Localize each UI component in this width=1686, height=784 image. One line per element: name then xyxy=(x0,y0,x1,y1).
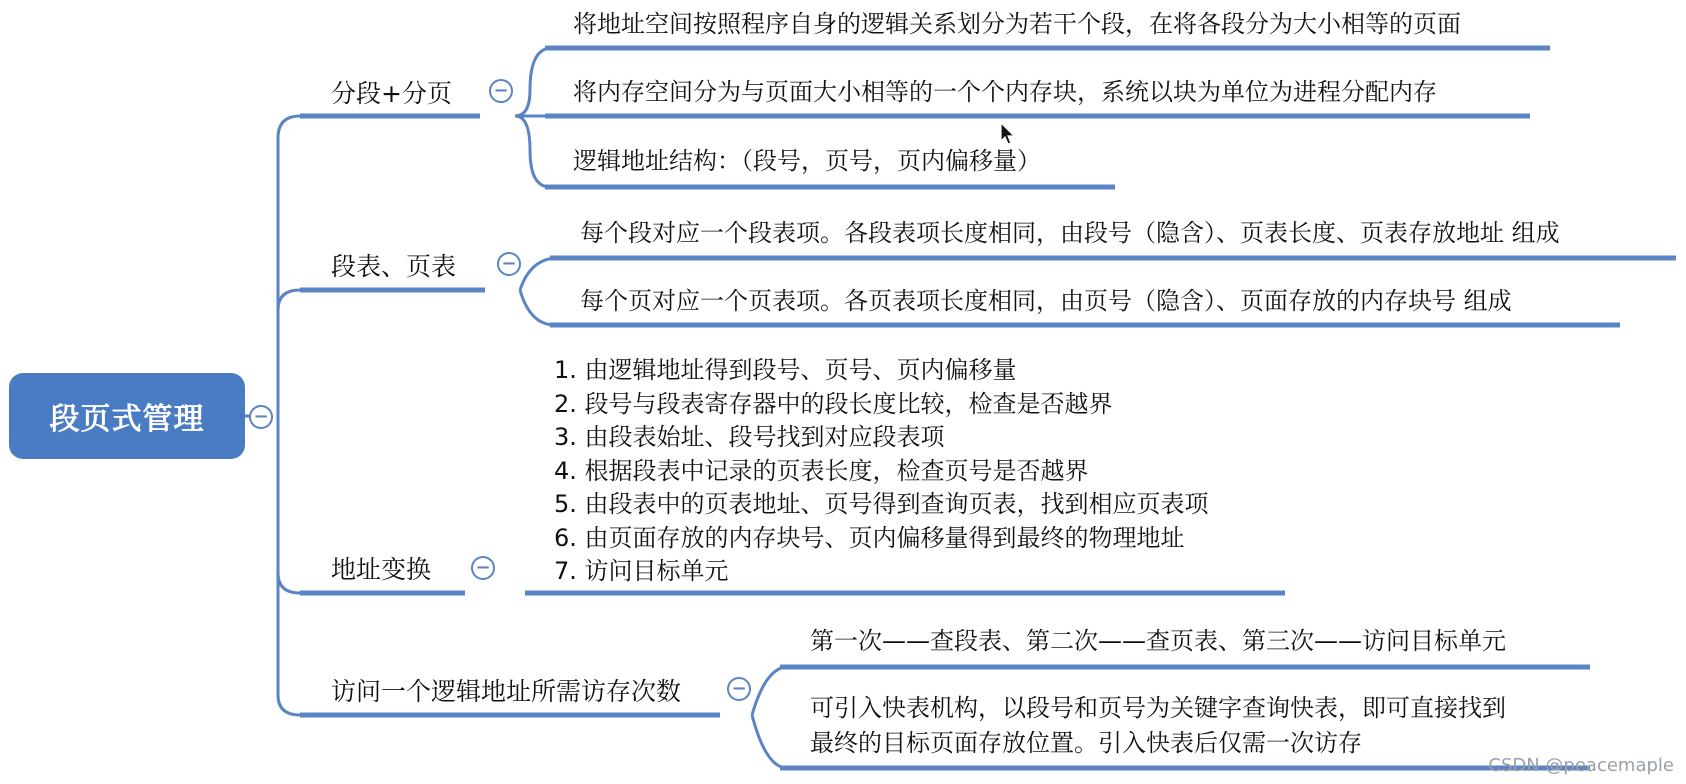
leaf-2-2: 每个页对应一个页表项。各页表项长度相同，由页号（隐含）、页面存放的内存块号 组成 xyxy=(580,287,1512,315)
branch-segment-page-table[interactable]: 段表、页表 xyxy=(331,252,457,281)
branch-4-collapse-icon[interactable]: − xyxy=(727,677,751,701)
branch-3-collapse-icon[interactable]: − xyxy=(471,556,495,580)
branch-segment-paging[interactable]: 分段+分页 xyxy=(331,79,452,108)
branch-2-collapse-icon[interactable]: − xyxy=(497,252,521,276)
step-3: 3. 由段表始址、段号找到对应段表项 xyxy=(554,423,945,451)
step-1: 1. 由逻辑地址得到段号、页号、页内偏移量 xyxy=(554,356,1017,384)
root-collapse-icon[interactable]: − xyxy=(249,405,273,429)
leaf-4-2-line-1: 可引入快表机构，以段号和页号为关键字查询快表，即可直接找到 xyxy=(810,694,1506,722)
leaf-4-2-line-2: 最终的目标页面存放位置。引入快表后仅需一次访存 xyxy=(810,729,1362,757)
step-4: 4. 根据段表中记录的页表长度，检查页号是否越界 xyxy=(554,456,1089,485)
leaf-2-1: 每个段对应一个段表项。各段表项长度相同，由段号（隐含）、页表长度、页表存放地址 组成 xyxy=(580,219,1560,247)
step-2: 2. 段号与段表寄存器中的段长度比较，检查是否越界 xyxy=(554,389,1113,418)
step-5: 5. 由段表中的页表地址、页号得到查询页表，找到相应页表项 xyxy=(554,490,1209,518)
leaf-1-2: 将内存空间分为与页面大小相等的一个个内存块，系统以块为单位为进程分配内存 xyxy=(573,78,1437,106)
leaf-1-1: 将地址空间按照程序自身的逻辑关系划分为若干个段，在将各段分为大小相等的页面 xyxy=(573,10,1461,38)
mouse-cursor-icon xyxy=(1000,122,1016,146)
address-translation-steps xyxy=(554,354,1209,589)
leaf-4-1: 第一次——查段表、第二次——查页表、第三次——访问目标单元 xyxy=(810,627,1506,655)
branch-1-collapse-icon[interactable]: − xyxy=(489,79,513,103)
branch-address-translation[interactable]: 地址变换 xyxy=(331,555,432,584)
branch-memory-access-count[interactable]: 访问一个逻辑地址所需访存次数 xyxy=(331,677,682,706)
watermark: CSDN @peacemaple xyxy=(1488,755,1674,776)
step-7: 7. 访问目标单元 xyxy=(554,557,729,585)
root-node[interactable]: 段页式管理 xyxy=(9,373,245,459)
leaf-1-3: 逻辑地址结构：（段号，页号，页内偏移量） xyxy=(573,147,1041,175)
step-6: 6. 由页面存放的内存块号、页内偏移量得到最终的物理地址 xyxy=(554,523,1185,552)
